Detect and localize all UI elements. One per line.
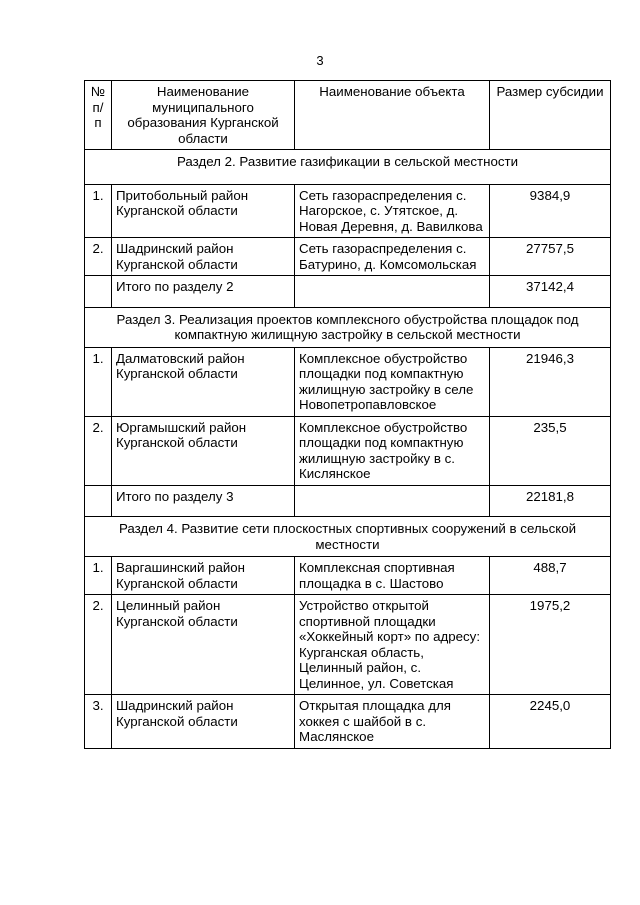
row-num: 1. <box>85 347 112 416</box>
row-municipality: Притобольный район Курганской области <box>112 184 295 238</box>
row-object: Открытая площадка для хоккея с шайбой в с. Маслянское <box>295 695 490 749</box>
row-object: Сеть газораспределения с. Нагорское, с. Утятское, д. Новая Деревня, д. Вавилкова <box>295 184 490 238</box>
subsidy-table <box>84 80 611 749</box>
total-value: 37142,4 <box>490 276 611 308</box>
section-title: Раздел 2. Развитие газификации в сельской местности <box>85 150 611 185</box>
row-municipality: Варгашинский район Курганской области <box>112 557 295 595</box>
table-row <box>85 184 611 238</box>
row-num: 2. <box>85 416 112 485</box>
page-number: 3 <box>316 53 324 68</box>
row-num: 2. <box>85 238 112 276</box>
row-num: 3. <box>85 695 112 749</box>
total-value: 22181,8 <box>490 485 611 517</box>
row-subsidy: 488,7 <box>490 557 611 595</box>
row-subsidy: 2245,0 <box>490 695 611 749</box>
row-object: Устройство открытой спортивной площадки «Хоккейный корт» по адресу: Курганская область, Целинный район, с. Целинное, ул. Советская <box>295 595 490 695</box>
row-object: Комплексная спортивная площадка в с. Шастово <box>295 557 490 595</box>
section-total-row <box>85 485 611 517</box>
table-row <box>85 557 611 595</box>
row-subsidy: 9384,9 <box>490 184 611 238</box>
table-header-row <box>85 81 611 150</box>
header-object: Наименование объекта <box>295 81 490 150</box>
row-municipality: Далматовский район Курганской области <box>112 347 295 416</box>
row-object: Сеть газораспределения с. Батурино, д. Комсомольская <box>295 238 490 276</box>
table-row <box>85 416 611 485</box>
row-subsidy: 235,5 <box>490 416 611 485</box>
header-num: № п/п <box>85 81 112 150</box>
row-subsidy: 1975,2 <box>490 595 611 695</box>
section-title-row <box>85 150 611 185</box>
row-object: Комплексное обустройство площадки под компактную жилищную застройку в селе Новопетропавловское <box>295 347 490 416</box>
row-municipality: Шадринский район Курганской области <box>112 238 295 276</box>
row-subsidy: 21946,3 <box>490 347 611 416</box>
section-total-row <box>85 276 611 308</box>
row-num: 1. <box>85 184 112 238</box>
header-municipality: Наименование муниципального образования Курганской области <box>112 81 295 150</box>
section-title: Раздел 4. Развитие сети плоскостных спортивных сооружений в сельской местности <box>85 517 611 557</box>
table-row <box>85 595 611 695</box>
header-subsidy: Размер субсидии <box>490 81 611 150</box>
table-row <box>85 347 611 416</box>
table-row <box>85 695 611 749</box>
section-title: Раздел 3. Реализация проектов комплексного обустройства площадок под компактную жилищную застройку в сельской местности <box>85 307 611 347</box>
row-municipality: Шадринский район Курганской области <box>112 695 295 749</box>
row-object: Комплексное обустройство площадки под компактную жилищную застройку в с. Кислянское <box>295 416 490 485</box>
row-subsidy: 27757,5 <box>490 238 611 276</box>
total-object <box>295 276 490 308</box>
table-row <box>85 238 611 276</box>
row-municipality: Юргамышский район Курганской области <box>112 416 295 485</box>
total-object <box>295 485 490 517</box>
section-title-row <box>85 307 611 347</box>
total-label: Итого по разделу 3 <box>112 485 295 517</box>
row-municipality: Целинный район Курганской области <box>112 595 295 695</box>
section-title-row <box>85 517 611 557</box>
total-label: Итого по разделу 2 <box>112 276 295 308</box>
total-num <box>85 276 112 308</box>
total-num <box>85 485 112 517</box>
row-num: 1. <box>85 557 112 595</box>
row-num: 2. <box>85 595 112 695</box>
